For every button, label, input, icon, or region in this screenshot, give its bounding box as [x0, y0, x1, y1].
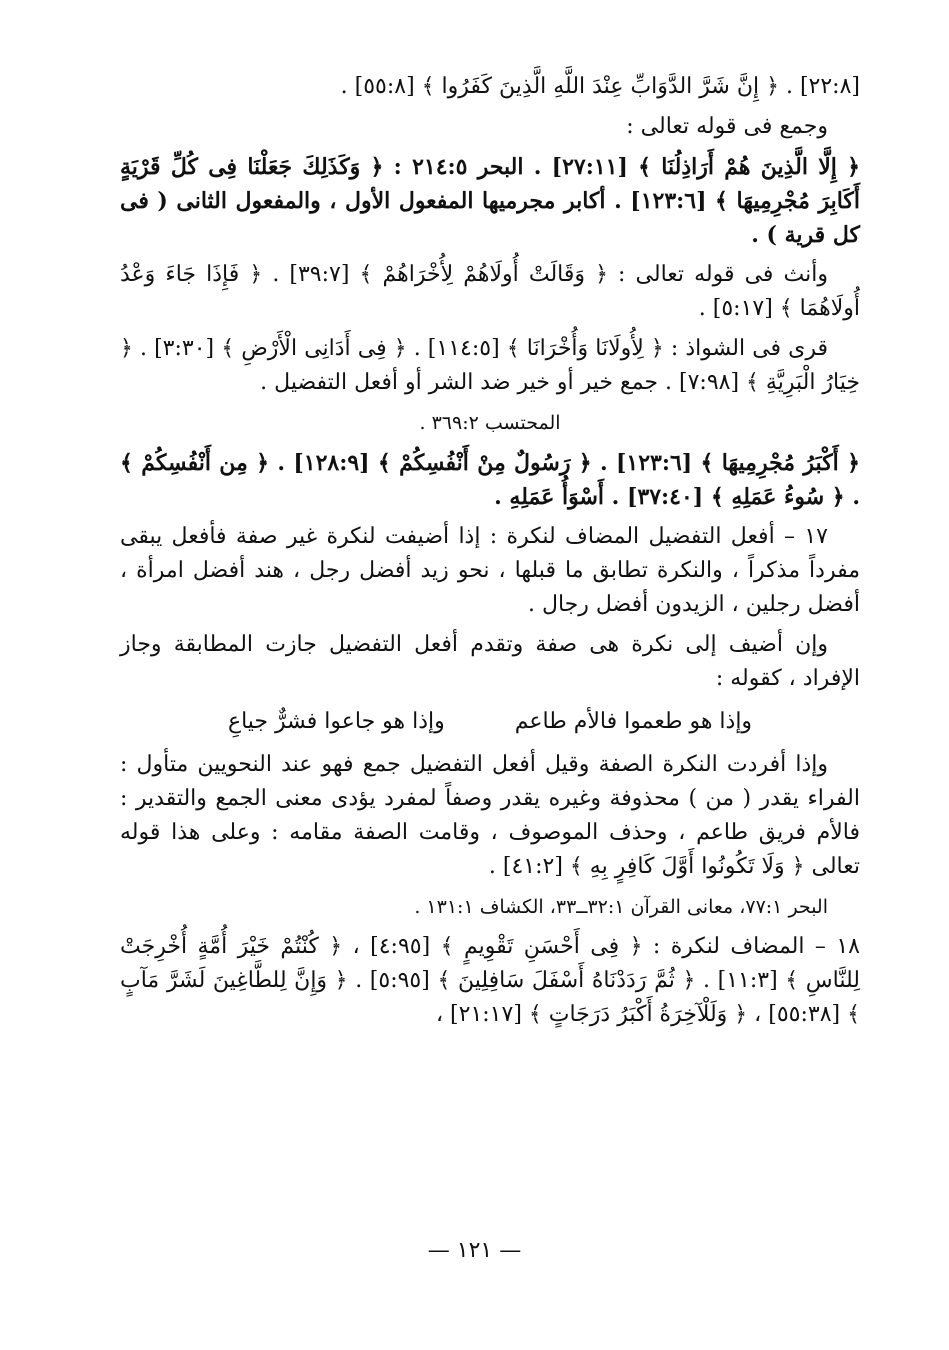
paragraph: وإذا أفردت النكرة الصفة وقيل أفعل التفضيل جمع فهو عند النحويين متأول : الفراء يقدر ( من ) محذوفة وغيره يقدر وصفاً لمفرد يؤدى معنى الجمع والتقدير : فالأم فريق طاعم ، وحذف الموصوف ، وقامت الصفة مقامه : وعلى هذا قوله تعالى ﴿ وَلَا تَكُونُوا أَوَّلَ كَافِرٍ بِهِ ﴾ [٤١:٢] .: [120, 752, 860, 879]
paragraph: ١٨ – المضاف لنكرة : ﴿ فِى أَحْسَنِ تَقْوِيمٍ ﴾ [٤:٩٥] ، ﴿ كُنْتُمْ خَيْرَ أُمَّةٍ أُخْرِجَتْ لِلنَّاسِ ﴾ [١١:٣] . ﴿ ثُمَّ رَدَدْنَاهُ أَسْفَلَ سَافِلِينَ ﴾ [٥:٩٥] . ﴿ وَإِنَّ لِلطَّاغِينَ لَشَرَّ مَآبٍ ﴾ [٥٥:٣٨] ، ﴿ وَلَلْآخِرَةُ أَكْبَرُ دَرَجَاتٍ ﴾ [٢١:١٧] ،: [120, 934, 860, 1027]
paragraph: ﴿ أَكْبَرُ مُجْرِمِيهَا ﴾ [١٢٣:٦] . ﴿ رَسُولٌ مِنْ أَنْفُسِكُمْ ﴾ [١٢٨:٩] . ﴿ مِن أَنْفُسِكُمْ ﴾ . ﴿ سُوءُ عَمَلِهِ ﴾ [٣٧:٤٠] . أَسْوَأُ عَمَلِهِ .: [120, 450, 860, 510]
citation: المحتسب ٣٦٩:٢ .: [419, 412, 561, 434]
poetry-verse: [120, 702, 860, 742]
paragraph: وأنث فى قوله تعالى : ﴿ وَقَالَتْ أُولَاهُمْ لِأُخْرَاهُمْ ﴾ [٣٩:٧] . ﴿ فَإِذَا جَاءَ وَعْدُ أُولَاهُمَا ﴾ [٥:١٧] .: [120, 262, 860, 321]
paragraph: ﴿ إِلَّا الَّذِينَ هُمْ أَرَاذِلُنَا ﴾ [٢٧:١١] . البحر ٢١٤:٥ : ﴿ وَكَذَلِكَ جَعَلْنَا فِى كُلِّ قَرْيَةٍ أَكَابِرَ مُجْرِمِيهَا ﴾ [١٢٣:٦] . أكابر مجرميها المفعول الأول ، والمفعول الثانى ( فى كل قرية ) .: [120, 154, 861, 248]
paragraph: وإن أضيف إلى نكرة هى صفة وتقدم أفعل التفضيل جازت المطابقة وجاز الإفراد ، كقوله :: [120, 632, 860, 691]
citation: البحر ٧٧:١، معانى القرآن ٣٢:١ــ٣٣، الكشاف ١٣١:١ .: [414, 896, 828, 918]
paragraph: ١٧ – أفعل التفضيل المضاف لنكرة : إذا أضيفت لنكرة غير صفة فأفعل يبقى مفرداً مذكراً ، والنكرة تطابق ما قبلها ، نحو زيد أفضل رجل ، هند أفضل امرأة ، أفضل رجلين ، الزيدون أفضل رجال .: [120, 524, 860, 617]
page-number: — ١٢١ —: [427, 1238, 522, 1263]
verse-hemistich-left: وإذا هو جاعوا فشرٌّ جياعِ: [227, 709, 445, 734]
verse-hemistich-right: وإذا هو طعموا فالأم طاعم: [514, 709, 753, 734]
page-body: [120, 70, 860, 1038]
paragraph: قرى فى الشواذ : ﴿ لِأُولَانَا وَأُخْرَانَا ﴾ [١١٤:٥] . ﴿ فِى أَدَانِى الْأَرْضِ ﴾ [٣:٣٠] . ﴿ خِيَارُ الْبَرِيَّةِ ﴾ [٧:٩٨] . جمع خير أو خير ضد الشر أو أفعل التفضيل .: [120, 336, 860, 395]
text-line: [٢٢:٨] . ﴿ إِنَّ شَرَّ الدَّوَابِّ عِنْدَ اللَّهِ الَّذِينَ كَفَرُوا ﴾ [٥٥:٨] .: [340, 74, 860, 99]
text-line: وجمع فى قوله تعالى :: [626, 114, 828, 139]
